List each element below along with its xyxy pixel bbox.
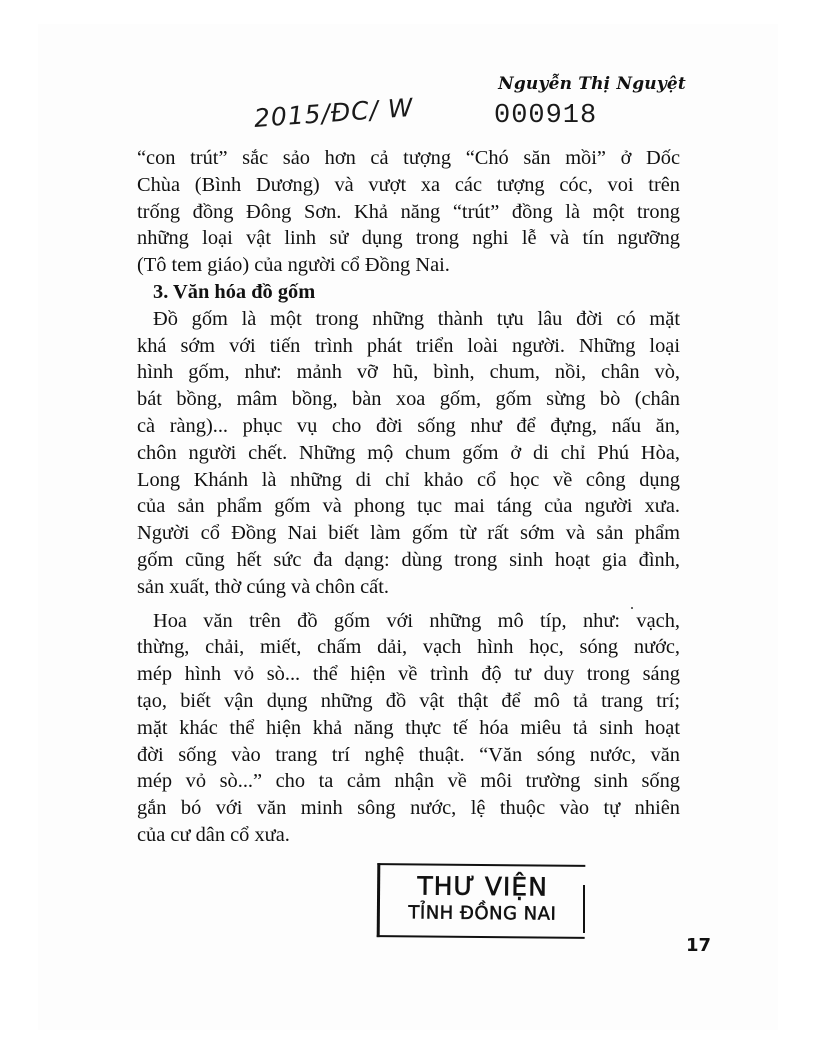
stamp-title: THƯ VIỆN [417,871,548,902]
text-line: gốm cũng hết sức đa dạng: dùng trong sinh hoạt gia đình, [137,548,680,571]
text-line: đời sống vào trang trí nghệ thuật. “Văn sóng nước, văn [137,743,680,766]
text-line: trống đồng Đông Sơn. Khả năng “trút” đồng là một trong [137,200,680,223]
text-line: Long Khánh là những di chỉ khảo cổ học về công dụng [137,468,680,491]
text-line: mép vỏ sò...” cho ta cảm nhận về môi trường sinh sống [137,770,680,793]
text-line: gắn bó với văn minh sông nước, lệ thuộc vào tự nhiên [137,797,680,820]
text-line: thừng, chải, miết, chấm dải, vạch hình học, sóng nước, [137,636,680,659]
text-line: (Tô tem giáo) của người cổ Đồng Nai. [137,254,450,277]
text-line: Hoa văn trên đồ gốm với những mô típ, như: vạch, [153,609,680,632]
text-line: tạo, biết vận dụng những đồ vật thật để mô tả trang trí; [137,689,680,712]
page-number: 17 [686,935,712,956]
text-line: Người cổ Đồng Nai biết làm gốm từ rất sớm và sản phẩm [137,522,680,545]
paragraph-gap [137,601,680,608]
body-text [137,145,680,849]
text-line: chôn người chết. Những mộ chum gốm ở di chỉ Phú Hòa, [137,441,680,464]
library-stamp [377,863,586,939]
text-line: bát bồng, mâm bồng, bàn xoa gốm, gốm sừng bò (chân [137,388,680,411]
text-line: của cư dân cổ xưa. [137,823,290,846]
text-line: cà ràng)... phục vụ cho đời sống như để đựng, nấu ăn, [137,414,680,437]
text-line: Chùa (Bình Dương) và vượt xa các tượng cóc, voi trên [137,173,680,196]
text-line: mép hình vỏ sò... thể hiện về trình độ tư duy trong sáng [137,663,680,686]
text-line: Đồ gốm là một trong những thành tựu lâu đời có mặt [153,307,680,330]
section-heading: 3. Văn hóa đồ gốm [153,280,316,303]
stamp-subtitle: TỈNH ĐỒNG NAI [408,902,557,925]
handwritten-call-number: 2015/ĐC/ W [252,92,415,133]
text-line: mặt khác thể hiện khả năng thực tế hóa miêu tả sinh hoạt [137,716,680,739]
text-line: “con trút” sắc sảo hơn cả tượng “Chó săn mồi” ở Dốc [137,147,680,169]
scan-speck [631,607,633,609]
text-line: hình gốm, như: mảnh vỡ hũ, bình, chum, nồi, chân vò, [137,361,680,384]
text-line: sản xuất, thờ cúng và chôn cất. [137,575,389,598]
stamp-border [583,885,585,933]
author-name: Nguyễn Thị Nguyệt [498,74,686,94]
text-line: những loại vật linh sử dụng trong nghi lễ và tín ngưỡng [137,227,680,250]
text-line: của sản phẩm gốm và phong tục mai táng của người xưa. [137,495,680,518]
accession-number: 000918 [494,101,598,131]
text-line: khá sớm với tiến trình phát triển loài người. Những loại [137,334,680,357]
